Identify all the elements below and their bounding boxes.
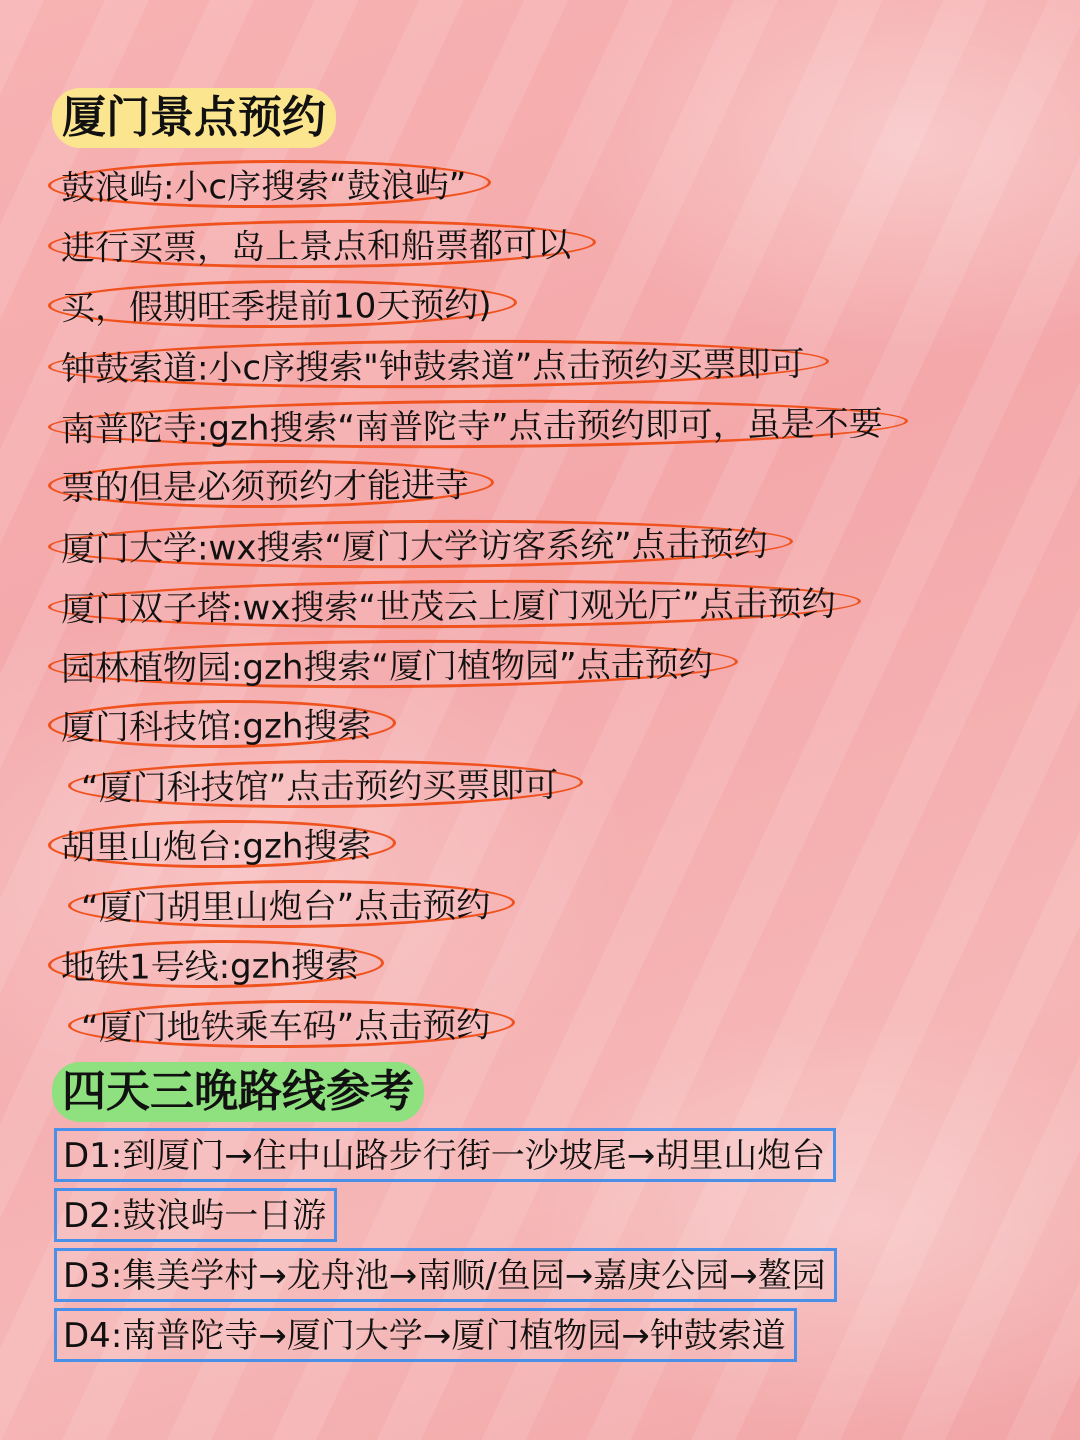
booking-line: 钟鼓索道:小c序搜索"钟鼓索道”点击预约买票即可 [48,337,830,390]
route-day-1: D1:到厦门→住中山路步行街一沙坡尾→胡里山炮台 [54,1128,836,1182]
route-section-title: 四天三晚路线参考 [52,1062,424,1122]
booking-line: 进行买票，岛上景点和船票都可以 [48,218,596,270]
booking-line: 厦门双子塔:wx搜索“世茂云上厦门观光厅”点击预约 [48,577,861,631]
booking-line: 鼓浪屿:小c序搜索“鼓浪屿” [48,158,492,209]
route-day-4: D4:南普陀寺→厦门大学→厦门植物园→钟鼓索道 [54,1308,797,1362]
booking-line: 南普陀寺:gzh搜索“南普陀寺”点击预约即可，虽是不要 [48,397,908,451]
route-day-2: D2:鼓浪屿一日游 [54,1188,337,1242]
booking-section-title: 厦门景点预约 [52,88,336,148]
booking-line: 地铁1号线:gzh搜索 [48,939,384,989]
booking-line: 胡里山炮台:gzh搜索 [48,819,397,869]
booking-line: 园林植物园:gzh搜索“厦门植物园”点击预约 [48,638,738,691]
booking-line: “厦门科技馆”点击预约买票即可 [68,758,584,810]
booking-line: 厦门大学:wx搜索“厦门大学访客系统”点击预约 [48,517,793,570]
booking-line: “厦门胡里山炮台”点击预约 [68,878,516,929]
booking-line: 厦门科技馆:gzh搜索 [48,699,397,749]
booking-line: 买，假期旺季提前10天预约) [48,278,517,329]
booking-line: “厦门地铁乘车码”点击预约 [68,998,516,1049]
route-day-3: D3:集美学村→龙舟池→南顺/鱼园→嘉庚公园→鳌园 [54,1248,837,1302]
booking-line: 票的但是必须预约才能进寺 [48,458,494,509]
